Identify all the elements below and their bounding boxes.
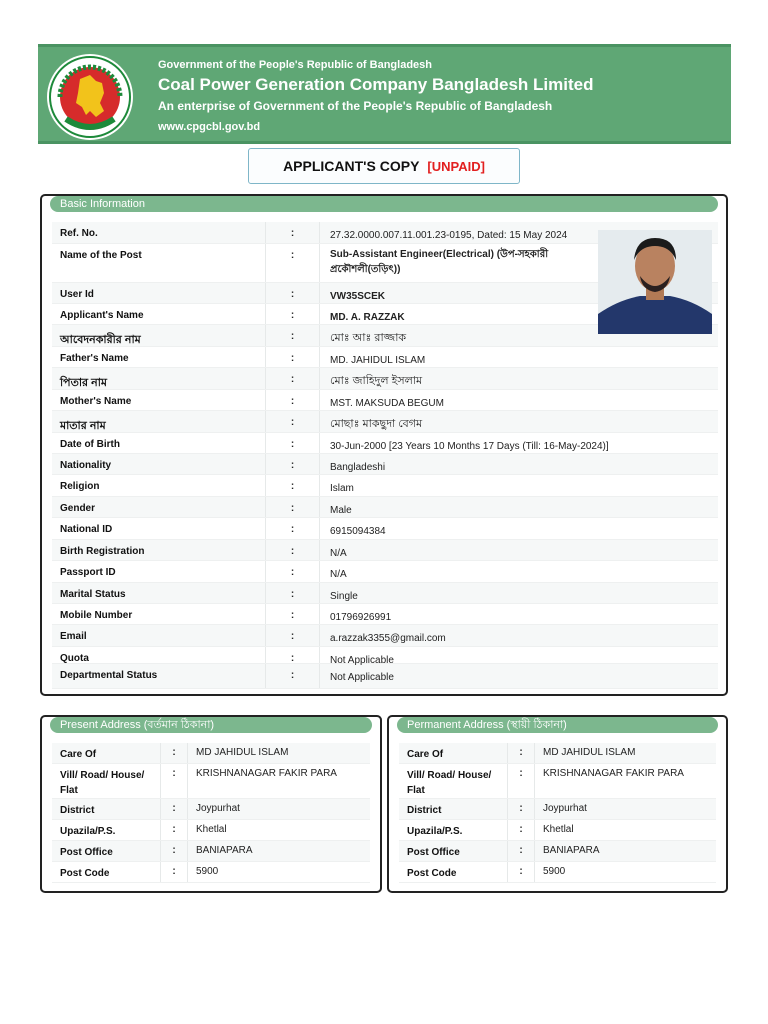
basic-info-value: Sub-Assistant Engineer(Electrical) (উপ-সহকারী প্রকৌশলী(তড়িৎ)) bbox=[330, 249, 549, 275]
basic-info-value: 30-Jun-2000 [23 Years 10 Months 17 Days (Till: 16-May-2024)] bbox=[330, 441, 609, 452]
basic-info-label: Birth Registration bbox=[60, 546, 145, 557]
basic-info-row bbox=[52, 497, 718, 518]
basic-info-value: VW35SCEK bbox=[330, 291, 386, 302]
basic-info-value: মোছাঃ মাকছুদা বেগম bbox=[330, 418, 423, 430]
basic-info-label: Passport ID bbox=[60, 567, 116, 578]
basic-info-row bbox=[52, 368, 718, 390]
permanent-address-row bbox=[399, 764, 716, 799]
permanent-address-value: KRISHNANAGAR FAKIR PARA bbox=[543, 768, 684, 779]
basic-info-value: MST. MAKSUDA BEGUM bbox=[330, 398, 444, 409]
present-address-separator: : bbox=[160, 743, 188, 763]
permanent-address-table bbox=[399, 743, 716, 883]
basic-info-row bbox=[52, 583, 718, 604]
basic-info-separator: : bbox=[265, 475, 320, 496]
present-address-label: Post Office bbox=[60, 847, 113, 858]
basic-info-label: Nationality bbox=[60, 460, 112, 471]
permanent-address-label: Care Of bbox=[407, 749, 444, 760]
permanent-address-separator: : bbox=[507, 862, 535, 882]
present-address-value: KRISHNANAGAR FAKIR PARA bbox=[196, 768, 337, 779]
permanent-address-row bbox=[399, 862, 716, 883]
basic-info-label: Marital Status bbox=[60, 589, 126, 600]
permanent-address-row bbox=[399, 841, 716, 862]
basic-info-row bbox=[52, 518, 718, 540]
basic-info-label: Ref. No. bbox=[60, 228, 98, 239]
basic-info-separator: : bbox=[265, 625, 320, 646]
present-address-separator: : bbox=[160, 820, 188, 840]
basic-info-separator: : bbox=[265, 411, 320, 432]
enterprise-line: An enterprise of Government of the People's Republic of Bangladesh bbox=[158, 99, 553, 113]
permanent-address-value: Joypurhat bbox=[543, 803, 587, 814]
basic-info-separator: : bbox=[265, 561, 320, 582]
basic-info-label: National ID bbox=[60, 524, 113, 535]
basic-info-separator: : bbox=[265, 325, 320, 346]
present-address-separator: : bbox=[160, 799, 188, 819]
applicant-portrait-icon bbox=[598, 230, 712, 334]
basic-info-value: N/A bbox=[330, 569, 347, 580]
permanent-address-value: 5900 bbox=[543, 866, 566, 877]
present-address-separator: : bbox=[160, 841, 188, 861]
basic-info-row bbox=[52, 540, 718, 561]
basic-info-separator: : bbox=[265, 664, 320, 688]
company-name: Coal Power Generation Company Bangladesh Limited bbox=[158, 75, 594, 94]
present-address-label: Care Of bbox=[60, 749, 97, 760]
basic-info-value: a.razzak3355@gmail.com bbox=[330, 633, 446, 644]
basic-info-separator: : bbox=[265, 283, 320, 303]
present-address-row bbox=[52, 764, 370, 799]
basic-info-separator: : bbox=[265, 454, 320, 474]
basic-information-heading: Basic Information bbox=[50, 196, 718, 212]
present-address-separator: : bbox=[160, 862, 188, 882]
permanent-address-value: BANIAPARA bbox=[543, 845, 600, 856]
permanent-address-value: Khetlal bbox=[543, 824, 574, 835]
permanent-address-label: Vill/ Road/ House/ Flat bbox=[407, 770, 492, 796]
basic-info-separator: : bbox=[265, 304, 320, 324]
basic-info-label: Mother's Name bbox=[60, 396, 132, 407]
basic-info-row bbox=[52, 647, 718, 664]
permanent-address-separator: : bbox=[507, 743, 535, 763]
permanent-address-heading: Permanent Address (স্থায়ী ঠিকানা) bbox=[397, 717, 718, 733]
payment-status-badge: [UNPAID] bbox=[427, 158, 485, 174]
basic-info-row bbox=[52, 625, 718, 647]
present-address-row bbox=[52, 820, 370, 841]
present-address-table bbox=[52, 743, 370, 883]
basic-info-label: Religion bbox=[60, 481, 100, 492]
present-address-row bbox=[52, 841, 370, 862]
bangladesh-government-seal-icon bbox=[46, 53, 134, 141]
basic-info-value: মোঃ জাহিদুল ইসলাম bbox=[330, 375, 423, 387]
basic-info-row bbox=[52, 454, 718, 475]
present-address-row bbox=[52, 862, 370, 883]
present-address-value: Joypurhat bbox=[196, 803, 240, 814]
basic-info-separator: : bbox=[265, 347, 320, 367]
basic-info-label: Quota bbox=[60, 653, 89, 664]
basic-info-row bbox=[52, 664, 718, 689]
basic-info-label: Name of the Post bbox=[60, 250, 142, 261]
government-line: Government of the People's Republic of Bangladesh bbox=[158, 59, 432, 71]
permanent-address-separator: : bbox=[507, 764, 535, 798]
basic-info-row bbox=[52, 561, 718, 583]
applicant-photo bbox=[598, 230, 712, 334]
basic-info-separator: : bbox=[265, 244, 320, 282]
website-link[interactable]: www.cpgcbl.gov.bd bbox=[158, 121, 261, 133]
basic-info-value: 6915094384 bbox=[330, 526, 386, 537]
permanent-address-row bbox=[399, 820, 716, 841]
basic-info-value: Not Applicable bbox=[330, 655, 394, 666]
basic-info-value: Not Applicable bbox=[330, 672, 394, 683]
basic-info-row bbox=[52, 347, 718, 368]
present-address-row bbox=[52, 743, 370, 764]
basic-info-label: মাতার নাম bbox=[60, 420, 106, 432]
present-address-label: Upazila/P.S. bbox=[60, 826, 116, 837]
basic-info-separator: : bbox=[265, 647, 320, 663]
basic-info-label: পিতার নাম bbox=[60, 377, 108, 389]
basic-info-label: Mobile Number bbox=[60, 610, 133, 621]
basic-info-separator: : bbox=[265, 433, 320, 453]
basic-info-label: Father's Name bbox=[60, 353, 129, 364]
basic-info-value: 01796926991 bbox=[330, 612, 392, 623]
basic-info-row bbox=[52, 390, 718, 411]
basic-info-value: Islam bbox=[330, 483, 354, 494]
basic-info-label: User Id bbox=[60, 289, 94, 300]
basic-info-separator: : bbox=[265, 604, 320, 624]
permanent-address-label: District bbox=[407, 805, 442, 816]
present-address-label: Post Code bbox=[60, 868, 110, 879]
present-address-value: 5900 bbox=[196, 866, 219, 877]
basic-info-label: Departmental Status bbox=[60, 670, 158, 681]
basic-info-separator: : bbox=[265, 583, 320, 603]
basic-info-label: আবেদনকারীর নাম bbox=[60, 334, 141, 346]
present-address-label: Vill/ Road/ House/ Flat bbox=[60, 770, 145, 796]
basic-information-panel bbox=[40, 194, 728, 696]
basic-info-separator: : bbox=[265, 540, 320, 560]
basic-info-label: Email bbox=[60, 631, 87, 642]
present-address-value: BANIAPARA bbox=[196, 845, 253, 856]
permanent-address-row bbox=[399, 799, 716, 820]
basic-info-row bbox=[52, 475, 718, 497]
applicant-copy-title-box bbox=[248, 148, 520, 184]
basic-info-row bbox=[52, 433, 718, 454]
permanent-address-value: MD JAHIDUL ISLAM bbox=[543, 747, 636, 758]
permanent-address-panel bbox=[387, 715, 728, 893]
basic-info-separator: : bbox=[265, 390, 320, 410]
basic-info-value: মোঃ আঃ রাজ্জাক bbox=[330, 332, 407, 344]
permanent-address-separator: : bbox=[507, 841, 535, 861]
permanent-address-separator: : bbox=[507, 799, 535, 819]
present-address-label: District bbox=[60, 805, 95, 816]
permanent-address-label: Post Office bbox=[407, 847, 460, 858]
basic-info-row bbox=[52, 604, 718, 625]
basic-info-value: 27.32.0000.007.11.001.23-0195, Dated: 15 May 2024 bbox=[330, 230, 568, 241]
basic-info-separator: : bbox=[265, 368, 320, 389]
basic-info-separator: : bbox=[265, 222, 320, 243]
copy-title: APPLICANT'S COPY bbox=[283, 158, 420, 174]
basic-info-value: N/A bbox=[330, 548, 347, 559]
permanent-address-label: Post Code bbox=[407, 868, 457, 879]
basic-info-label: Date of Birth bbox=[60, 439, 120, 450]
present-address-value: MD JAHIDUL ISLAM bbox=[196, 747, 289, 758]
basic-info-value: Single bbox=[330, 591, 358, 602]
permanent-address-row bbox=[399, 743, 716, 764]
present-address-row bbox=[52, 799, 370, 820]
basic-info-label: Gender bbox=[60, 503, 96, 514]
present-address-value: Khetlal bbox=[196, 824, 227, 835]
present-address-panel bbox=[40, 715, 382, 893]
basic-info-separator: : bbox=[265, 497, 320, 517]
basic-info-value: Bangladeshi bbox=[330, 462, 386, 473]
present-address-separator: : bbox=[160, 764, 188, 798]
permanent-address-label: Upazila/P.S. bbox=[407, 826, 463, 837]
basic-info-value: Male bbox=[330, 505, 352, 516]
permanent-address-separator: : bbox=[507, 820, 535, 840]
basic-info-row bbox=[52, 411, 718, 433]
basic-info-value: MD. A. RAZZAK bbox=[330, 312, 405, 323]
basic-info-separator: : bbox=[265, 518, 320, 539]
present-address-heading: Present Address (বর্তমান ঠিকানা) bbox=[50, 717, 372, 733]
basic-info-label: Applicant's Name bbox=[60, 310, 144, 321]
basic-info-value: MD. JAHIDUL ISLAM bbox=[330, 355, 426, 366]
header-banner bbox=[38, 44, 731, 144]
